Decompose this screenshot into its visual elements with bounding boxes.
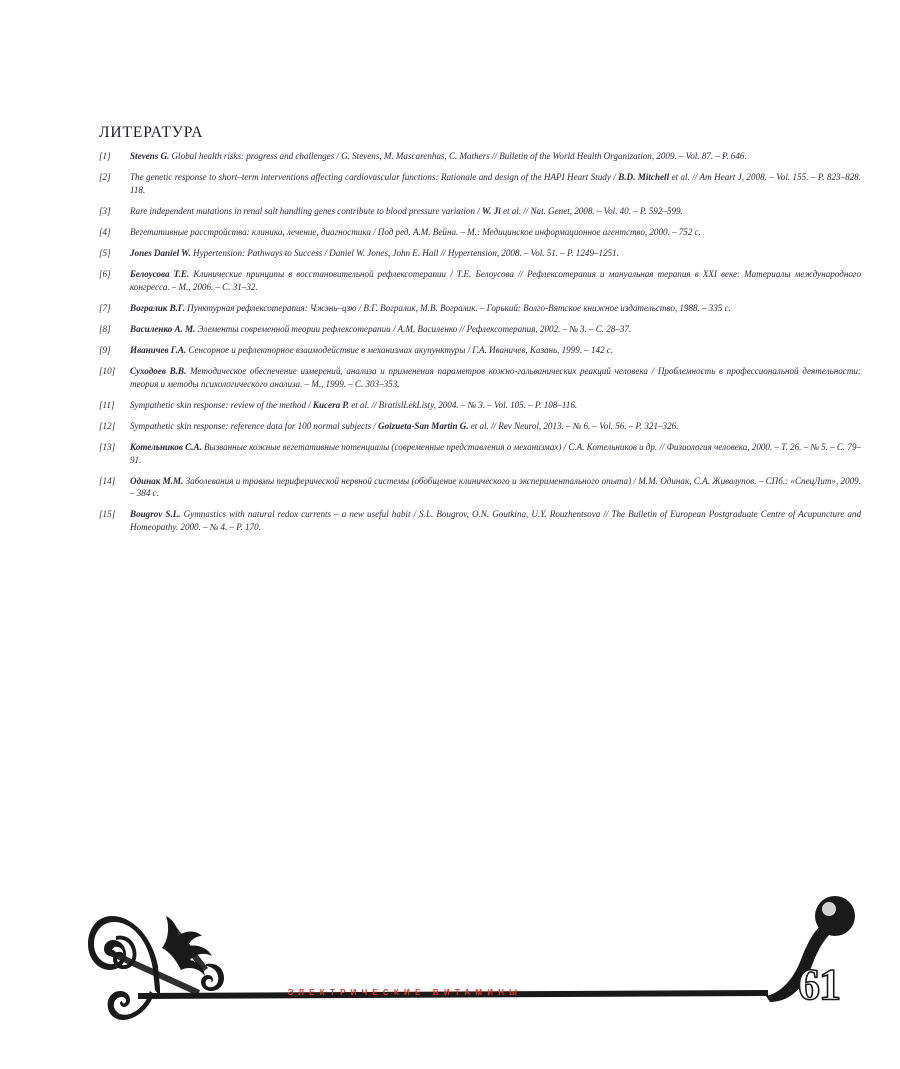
reference-number: [1] (99, 151, 111, 161)
page-number: 61 (798, 960, 840, 1009)
reference-author-secondary: Kucera P. (312, 399, 350, 410)
reference-source: et al. // BratislLekListy, 2004. – № 3. – Vol. 105. – P. 108–116. (349, 399, 578, 410)
reference-entry (99, 399, 861, 412)
reference-entry (99, 420, 861, 433)
reference-entry (99, 247, 861, 260)
footer-caption: ЭЛЕКТРИЧЕСКИЕ ВИТАМИНЫ (287, 988, 523, 997)
reference-source: et al. // Rev Neurol, 2013. – № 6. – Vol. 56. – P. 321–326. (468, 420, 679, 431)
reference-number: [7] (99, 302, 111, 313)
reference-text (130, 247, 861, 260)
reference-number: [4] (99, 226, 111, 237)
reference-author-secondary: B.D. Mitchell (618, 172, 670, 183)
reference-number: [9] (99, 344, 111, 355)
reference-title: Методическое обеспечение измерений, анализа и применения параметров кожно-гальванических реакций человека / Проблемность в профессиональной деятельности: теория и методы психологического анализа. – М., 1999. – С. 303–353. (130, 366, 861, 389)
reference-title: Hypertension: Pathways to Success / Daniel W. Jones, John E. Hall // Hypertension, 2008. – Vol. 51. – P. 1249–1251. (190, 247, 619, 258)
reference-number: [14] (99, 475, 116, 486)
reference-title: Вегетативные расстройства: клиника, лечение, диагностика / Под ред. А.М. Вейна. – М.: Медицинское информационное агентство, 2000. – 752 с. (130, 226, 701, 237)
reference-number: [12] (99, 420, 116, 431)
reference-text (130, 226, 861, 239)
reference-author: Bougrov S.L. (130, 509, 181, 520)
reference-author: Stevens G. (130, 151, 170, 161)
reference-author: Суходоев В.В. (130, 366, 187, 377)
reference-number: [3] (99, 205, 111, 216)
reference-entry (99, 171, 861, 196)
reference-source: et al. // Nat. Genet, 2008. – Vol. 40. – P. 592–599. (500, 205, 683, 216)
decorative-flourish-icon (78, 890, 858, 1040)
reference-number: [13] (99, 441, 116, 452)
reference-text (130, 399, 861, 412)
reference-author-secondary: Goizueta-San Martin G. (378, 420, 469, 431)
reference-entry (99, 365, 861, 390)
reference-number: [8] (99, 323, 111, 334)
reference-number: [11] (99, 399, 115, 410)
reference-title: Элементы современной теории рефлексотерапии / А.М. Василенко // Рефлексотерапия, 2002. – № 3. – С. 28–37. (195, 323, 632, 334)
reference-title: Клинические принципы в восстановительной рефлексотерапии / Т.Е. Белоусова // Рефлексотерапия и мануальная терапия в XXI веке: Материалы международного конгресса. – М., 2006. – С. 31–32. (130, 269, 861, 292)
reference-list (99, 150, 861, 542)
reference-author: Вогралик В.Г. (130, 302, 185, 313)
reference-entry (99, 475, 861, 500)
reference-title: The genetic response to short–term interventions affecting cardiovascular functions: Rationale and design of the HAPI Heart Study / (130, 172, 619, 183)
reference-number: [2] (99, 172, 111, 183)
reference-number: [15] (99, 509, 116, 520)
reference-author: Jones Daniel W. (130, 247, 191, 258)
reference-text (130, 205, 861, 218)
reference-source: et al. // Am Heart J, 2008. – Vol. 155. – P. 823–828. 118. (130, 172, 861, 195)
reference-title: Sympathetic skin response: reference data for 100 normal subjects / (130, 420, 379, 431)
reference-entry (99, 323, 861, 336)
reference-title: Сенсорное и рефлекторное взаимодействие в механизмах акупунктуры / Г.А. Иваничев, Казань, 1999. – 142 с. (186, 344, 614, 355)
reference-author: Белоусова Т.Е. (130, 269, 190, 280)
reference-author: Иваничев Г.А. (130, 344, 187, 355)
reference-author: Котельников С.А. (130, 441, 202, 452)
reference-author: Одинак М.М. (130, 475, 184, 486)
reference-text (130, 420, 861, 433)
reference-entry (99, 226, 861, 239)
page-title: ЛИТЕРАТУРА (99, 124, 204, 142)
reference-entry (99, 302, 861, 315)
reference-text (130, 150, 861, 163)
reference-text (130, 268, 861, 293)
reference-text (130, 302, 861, 315)
reference-text (130, 441, 861, 466)
reference-number: [5] (99, 247, 111, 258)
reference-entry (99, 508, 861, 533)
reference-number: [6] (99, 269, 111, 280)
reference-text (130, 365, 861, 390)
reference-title: Sympathetic skin response: review of the method / (130, 399, 313, 410)
reference-title: Global health risks: progress and challenges / G. Stevens, M. Mascarenhas, C. Mathers // Bulletin of the World Health Organization, 2009. – Vol. 87. – P. 646. (169, 151, 747, 161)
reference-number: [10] (99, 366, 116, 377)
reference-title: Пунктурная рефлексотерапия: Чжэнь–цзю / В.Г. Вогралик, М.В. Вогралик. – Горький: Волго-Вятское книжное издательство, 1988. – 335 с. (185, 302, 731, 313)
reference-text (130, 475, 861, 500)
reference-title: Вызванные кожные вегетативные потенциалы (современные представления о механизмах) / С.А. Котельников и др. // Физиология человека, 2000. – Т. 26. – № 5. – С. 79–91. (130, 441, 861, 465)
reference-entry (99, 205, 861, 218)
reference-entry (99, 150, 861, 163)
reference-author-secondary: W. Ji (481, 205, 501, 216)
reference-title: Rare independent mutations in renal salt handling genes contribute to blood pressure variation / (130, 205, 482, 216)
reference-title: Заболевания и травмы периферической нервной системы (обобщение клинического и экспериментального опыта) / М.М. Одинак, С.А. Живолупов. – СПб.: «СпецЛит», 2009. – 384 с. (130, 475, 861, 499)
reference-text (130, 344, 861, 357)
reference-text (130, 171, 861, 196)
reference-text (130, 323, 861, 336)
reference-title: Gymnastics with natural redox currents – a new useful habit / S.L. Bougrov, O.N. Goutkina, U.Y. Rouzhentsova // The Bulletin of European Postgraduate Centre of Acupuncture and Homeopathy. 2000. – № 4. – P. 170. (130, 509, 862, 532)
reference-entry (99, 441, 861, 466)
reference-entry (99, 344, 861, 357)
reference-entry (99, 268, 861, 293)
reference-text (130, 508, 861, 533)
reference-author: Василенко А. М. (130, 323, 196, 334)
page-footer-ornament (0, 890, 900, 1050)
